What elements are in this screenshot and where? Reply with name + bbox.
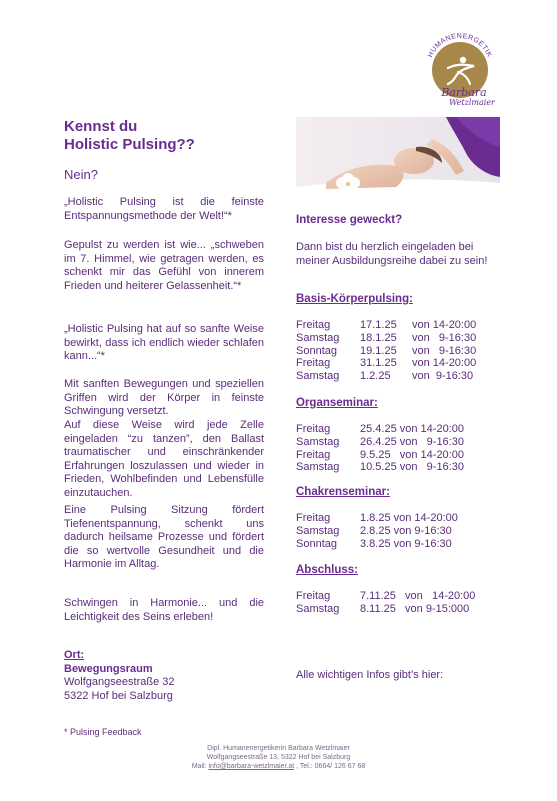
table-row: Freitag 9.5.25 von 14-20:00 [296, 448, 464, 461]
location-street: Wolfgangseestraße 32 [64, 676, 175, 689]
table-row: Sonntag 19.1.25 von 9-16:30 [296, 344, 477, 357]
table-row: Samstag 2.8.25 von 9-16:30 [296, 524, 452, 537]
svg-text:Barbara: Barbara [441, 86, 487, 99]
table-row: Sonntag 3.8.25 von 9-16:30 [296, 537, 452, 550]
email-link[interactable]: info@barbara-wetzlmaier.at [208, 763, 295, 770]
table-row: Freitag 25.4.25 von 14-20:00 [296, 423, 464, 435]
quote-1: „Holistic Pulsing ist die feinste Entspannungsmethode der Welt!“* [64, 196, 264, 222]
massage-photo [296, 117, 500, 203]
footer-line-2: Wolfgangseestraße 13, 5322 Hof bei Salzburg [206, 754, 351, 761]
svg-text:HUMANENERGETIK: HUMANENERGETIK [427, 32, 493, 59]
footer-line-3: Mail: info@barbara-wetzlmaier.at , Tel.: 0664/ 126 67 68 [191, 763, 366, 770]
dates-table-organ [296, 423, 464, 474]
quote-2: „Holistic Pulsing hat auf so sanfte Weise bewirkt, dass ich endlich wieder schlafen kann...“* [64, 323, 264, 363]
table-row: Freitag 31.1.25 von 14-20:00 [296, 357, 477, 370]
paragraph-4: Eine Pulsing Sitzung fördert Tiefenentspannung, schenkt uns dadurch heilsame Prozesse und fördert die so wertvolle Gesundheit und die Harmonie im Alltag. [64, 504, 264, 571]
table-row: Samstag 10.5.25 von 9-16:30 [296, 461, 464, 474]
table-row: Freitag 7.11.25 von 14-20:00 [296, 590, 476, 602]
location-label: Ort: [64, 649, 85, 661]
dates-table-abschluss [296, 590, 475, 616]
section-heading-basis: Basis-Körperpulsing: [296, 293, 413, 305]
paragraph-3: Auf diese Weise wird jede Zelle eingeladen “zu tanzen”, den Ballast traumatischer und einschränkender Erfahrungen loszulassen und wieder in Frieden, Wohlbefinden und Lebensfülle einzutauchen. [64, 419, 264, 499]
title-line-2: Holistic Pulsing?? [64, 136, 195, 153]
section-heading-chakren: Chakrenseminar: [296, 486, 390, 498]
table-row: Samstag 18.1.25 von 9-16:30 [296, 331, 477, 344]
dates-table-chakren [296, 512, 458, 550]
location-name: Bewegungsraum [64, 662, 153, 675]
infos-text: Alle wichtigen Infos gibt’s hier: [296, 669, 444, 681]
table-row: Freitag 1.8.25 von 14-20:00 [296, 512, 458, 524]
table-row: Freitag 17.1.25 von 14-20:00 [296, 319, 477, 331]
closing-text: Schwingen in Harmonie... und die Leichtigkeit des Seins erleben! [64, 597, 264, 623]
title-line-1: Kennst du [64, 118, 138, 135]
table-row: Samstag 26.4.25 von 9-16:30 [296, 435, 464, 448]
interest-heading: Interesse geweckt? [296, 214, 403, 226]
svg-text:Wetzlmaier: Wetzlmaier [449, 98, 495, 107]
footnote: * Pulsing Feedback [64, 727, 142, 737]
paragraph-1: Gepulst zu werden ist wie... „schweben im 7. Himmel, wie getragen werden, es schenkt mir das Gefühl von innerem Frieden und heiterer Gelassenheit.“* [64, 239, 264, 292]
page-title [64, 118, 284, 154]
section-heading-organ: Organseminar: [296, 397, 378, 409]
footer-line-1: Dipl. Humanenergetikerin Barbara Wetzlmaier [207, 745, 350, 752]
section-heading-abschluss: Abschluss: [296, 564, 358, 576]
location-block [64, 649, 174, 703]
intro-question: Nein? [64, 167, 98, 182]
paragraph-2: Mit sanften Bewegungen und speziellen Griffen wird der Körper in feinste Schwingung versetzt. [64, 378, 264, 418]
brand-logo [418, 24, 502, 108]
footer [0, 744, 557, 771]
table-row: Samstag 1.2.25 von 9-16:30 [296, 370, 474, 383]
dates-table-basis [296, 319, 476, 383]
location-city: 5322 Hof bei Salzburg [64, 689, 173, 702]
invitation-text: Dann bist du herzlich eingeladen bei meiner Ausbildungsreihe dabei zu sein! [296, 241, 488, 267]
table-row: Samstag 8.11.25 von 9-15:000 [296, 602, 470, 615]
